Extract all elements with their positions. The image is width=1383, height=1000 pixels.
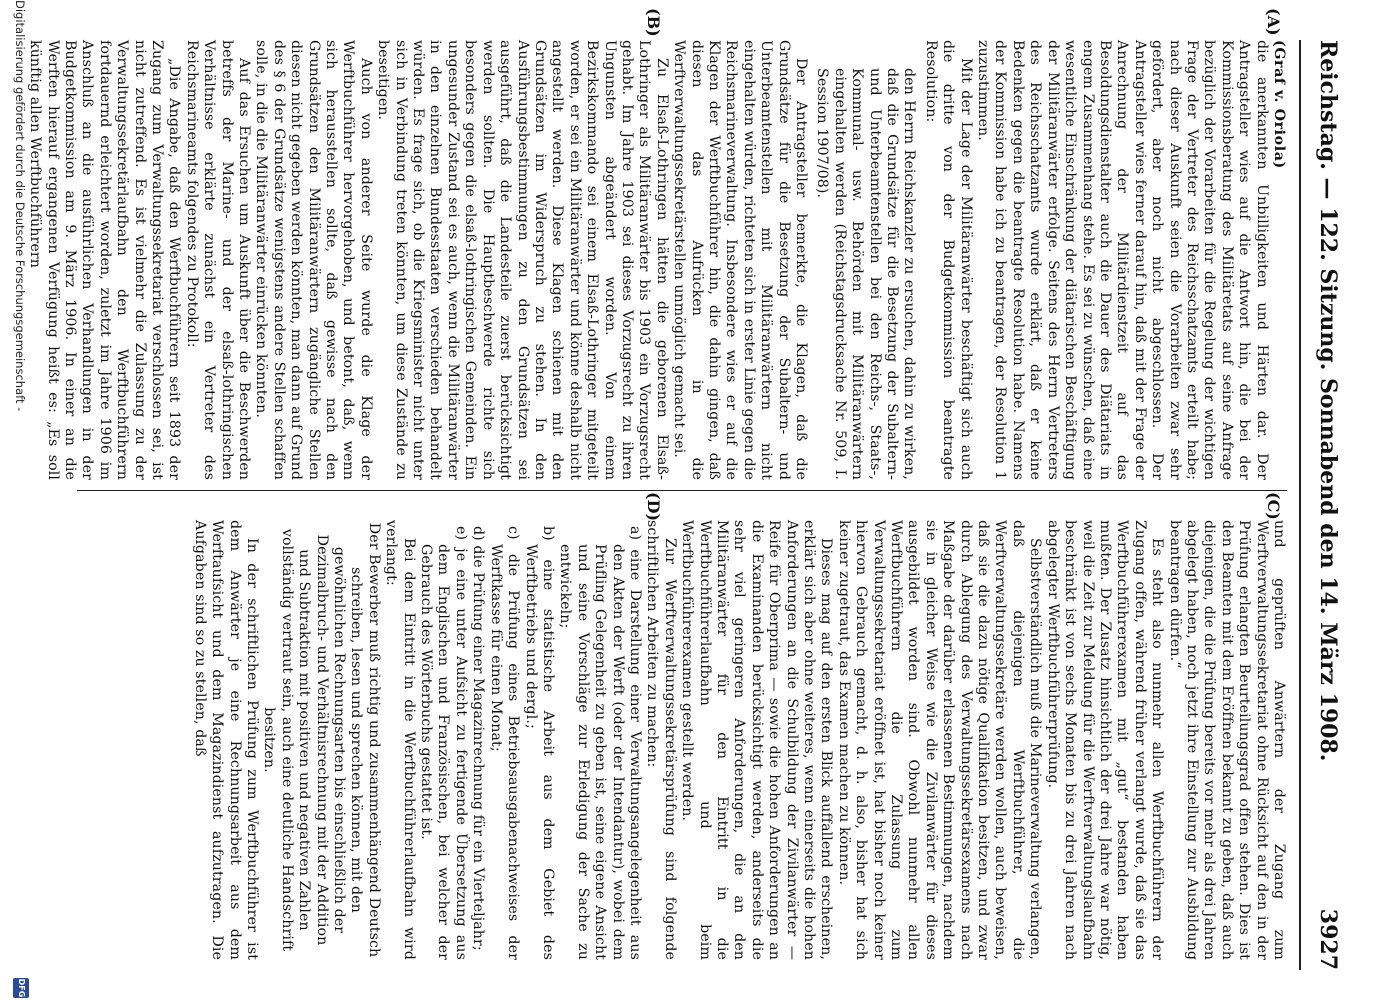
paragraph: Zur Werftverwaltungssekretärsprüfung sind folgende schriftlichen Arbeiten zu machen: [644, 520, 678, 960]
page-header [1307, 40, 1347, 970]
margin-marker-d: (D) [644, 492, 663, 522]
paragraph: Selbstverständlich muß die Marineverwaltung verlangen, daß diejenigen Werftbuchführer, die Werftverwaltungssekretäre werden wollen, auch beweisen, daß sie die dazu nötige Qualifikation besitzen, und zwar durch Ablegung des Verwaltungssekretärsexamens nach Maßgabe der darüber erlassenen Bestimmungen, nachdem sie in gleicher Weise wie die Zivilanwärter für dieses ausgebildet worden sind. Obwohl nunmehr allen Werftbuchführern die Zulassung zum Verwaltungssekretariat eröffnet ist, hat bisher noch keiner hiervon Gebrauch gemacht, d. h. also, bisher hat sich keiner zugetraut, das Examen machen zu können. [835, 520, 1044, 960]
paragraph: Zu Elsaß-Lothringen hätten die geborenen Elsaß-Lothringer als Militäranwärter bis 1903 ein Vorzugsrecht gehabt. Im Jahre 1903 sei dieses Vorzugsrecht zu ihren Ungunsten abgeändert worden. Von einem Bezirkskommando sei einem Elsaß-Lothringer mitgeteilt worden, er sei ein Militäranwärter und könne deshalb nicht angestellt werden. Diese Klagen schienen mit den Grundsätzen im Widerspruch zu stehen. In den Ausführungsbestimmungen zu den Grundsätzen sei ausgeführt, daß die Landesteile zuerst berücksichtigt werden sollten. Die Hauptbeschwerde richte sich besonders gegen die elsaß-lothringischen Gemeinden. Ein ungesunder Zustand sei es auch, wenn die Militäranwärter in den einzelnen Bundesstaaten verschieden behandelt würden. Es frage sich, ob die Kriegsminister nicht unter sich in Verbindung treten könnten, um diese Zustände zu beseitigen. [375, 40, 670, 480]
speaker-name: (Graf v. Oriola) [1271, 40, 1287, 169]
page-header-title: Reichstag. — 122. Sitzung. Sonnabend den 14. März 1908. [1315, 40, 1341, 762]
header-rule [1299, 40, 1301, 970]
margin-marker-a: (A) [1264, 8, 1283, 36]
margin-marker-b: (B) [644, 8, 663, 37]
list-item: b) eine statistische Arbeit aus dem Gebiet des Werftbetriebs und dergl.; [522, 526, 556, 960]
paragraph: Der Bewerber muß richtig und zusammenhängend Deutsch schreiben, lesen und sprechen können, mit den gewöhnlichen Rechnungsarten bis einschließlich der Dezimalbruch- und Verhältnisrechnung mit der Addition und Subtraktion mit positiven und negativen Zahlen vollständig vertraut sein, auch eine deutliche Handschrift besitzen. [261, 522, 382, 958]
paragraph: Mit der Lage der Militäranwärter beschäftigt sich auch die dritte von der Budgetkommission beantragte Resolution: [922, 40, 974, 480]
footer [7, 0, 31, 1000]
paragraph: und geprüften Anwärtern der Zugang zum Werftverwaltungssekretariat ohne Rücksicht auf den in der Prüfung erlangten Beurteilungsgrad offen stehen. Dies ist den Beamten mit dem Eröffnen bekannt zu geben, daß auch diejenigen, die die Prüfung bereits vor mehr als drei Jahren abgelegt haben, noch jetzt ihre Einstellung zur Ausbildung beantragen dürfen.“ [1166, 520, 1287, 960]
list-item: c) die Prüfung eines Betriebsausgabenachweises der Werftkasse für einen Monat; [487, 526, 522, 960]
footer-credit: Digitalisierung gefördert durch die Deutsche Forschungsgemeinschaft - [13, 0, 27, 412]
paragraph: In der schriftlichen Prüfung zum Werftbuchführer ist dem Anwärter je eine Rechnungsarbeit aus dem Werftaufsicht und dem Magazindienst aufzutragen. Die Aufgaben sind so zu stellen, daß [191, 520, 261, 960]
list-item: d) die Prüfung einer Magazinrechnung für ein Vierteljahr; [470, 526, 487, 951]
paragraph: Dieses mag auf den ersten Blick auffallend erscheinen, erklärt sich aber ohne weiteres, wenn einerseits die hohen Anforderungen an die Schulbildung der Zivilanwärter — Reife für Oberprima — sowie die hohen Anforderungen an die Examinanden berücksichtigt werden, anderseits die sehr viel geringeren Anforderungen, die an den Militäranwärter für den Eintritt in die Werftbuchführerlaufbahn und beim Werftbuchführerexamen gestellt werden. [679, 520, 835, 960]
column-divider [77, 490, 1287, 491]
paragraph: Auch von anderer Seite wurde die Klage der Werftbuchführer hervorgehoben, und betont, daß, wenn sich herausstellen sollte, daß gewisse nach den Grundsätzen den Militäranwärtern zugängliche Stellen diesen nicht gegeben werden könnten, man dann auf Grund des § 6 der Grundsätze wenigstens andere Stellen schaffen solle, in die die Militäranwärter einrücken könnten. [253, 40, 374, 480]
paragraph: Bei dem Eintritt in die Werftbuchführerlaufbahn wird verlangt: [383, 520, 417, 960]
margin-marker-c: (C) [1264, 492, 1283, 520]
paragraph: „Die Angabe, daß den Werftbuchführern seit 1893 der Zugang zum Verwaltungssekretariat verschlossen sei, ist nicht zutreffend. Es ist vielmehr die Zulassung zu der Verwaltungssekretärlaufbahn den Werftbuchführern fortdauernd erleichtert worden, zuletzt im Jahre 1906 im Anschluß an die ausführlichen Verhandlungen in der Budgetkommission am 9. März 1906. In einer an die Werften hierauf ergangenen Verfügung heißt es: „Es soll künftig allen Werftbuchführern [27, 40, 183, 480]
dfg-logo: DFG [13, 978, 29, 998]
paragraph: die anerkannten Unbilligkeiten und Härten dar. Der Antragsteller wies auf die Antwort hin, die bei der Kommissionsberatung des Militäretats auf seine Anfrage bezüglich der Vorarbeiten für die Regelung der wichtigen Frage der Vertreter des Reichsschatzamts erteilt habe; nach dieser Auskunft seien die Vorarbeiten zwar sehr gefördert, aber noch nicht abgeschlossen. Der Antragsteller wies ferner darauf hin, daß mit der Frage der Anrechnung der Militärdienstzeit auf das Besoldungsdienstalter auch die Dauer des Diätariats in engem Zusammenhang stehe. Es sei zu wünschen, daß eine wesentliche Einschränkung der diätarischen Beschäftigung der Militäranwärter erfolge. Seitens des Herrn Vertreters des Reichsschatzamts wurde erklärt, daß er keine Bedenken gegen die beantragte Resolution habe. Namens der Kommission habe ich zu beantragen, der Resolution 1 zuzustimmen. [975, 40, 1270, 480]
list-item: e) je eine unter Aufsicht zu fertigende Übersetzung aus dem Englischen und Französischen, bei welcher der Gebrauch des Wörterbuchs gestattet ist. [418, 526, 469, 960]
page-number: 3927 [1315, 908, 1341, 970]
paragraph: Auf das Ersuchen um Auskunft über die Beschwerden betreffs der Marine- und der elsaß-lothringischen Verhältnisse erklärte zunächst ein Vertreter des Reichsmarineamts folgendes zu Protokoll: [183, 40, 253, 480]
right-column [77, 520, 1287, 960]
list-item: a) eine Darstellung einer Verwaltungsangelegenheit aus den Akten der Werft (oder der Intendantur), wobei dem Prüfling Gelegenheit zu geben ist, seine eigene Ansicht und seine Vorschläge zur Erledigung der Sache zu entwickeln; [557, 526, 643, 960]
resolution-quote: den Herrn Reichskanzler zu ersuchen, dahin zu wirken, daß die Grundsätze für die Besetzung der Subaltern- und Unterbeamtenstellen bei den Reichs-, Staats-, Kommunal- usw. Behörden mit Militäranwärtern eingehalten werden (Reichstagsdrucksache Nr. 509, I. Session 1907/08). [814, 68, 918, 480]
paragraph: Es steht also nunmehr allen Werftbuchführern der Zugang offen, während früher verlangt wurde, daß sie das Werftbuchführerexamen mit „gut“ bestanden haben mußten. Der Zusatz hinsichtlich der drei Jahre war nötig, weil die Zeit zur Meldung für die Werftverwaltungslaufbahn beschränkt ist von sechs Monaten bis zu drei Jahren nach abgelegter Werftbuchführerprüfung. [1044, 520, 1166, 960]
paragraph: Der Antragsteller bemerkte, die Klagen, daß die Grundsätze für die Besetzung der Subaltern- und Unterbeamtenstellen mit Militäranwärtern nicht eingehalten würden, richteten sich in erster Linie gegen die Reichsmarineverwaltung. Insbesondere wies er auf die Klagen der Werftbuchführer hin, die dahin gingen, daß diesen das Aufrücken in die Werftverwaltungssekretärstellen unmöglich gemacht sei. [671, 40, 810, 480]
left-column [27, 40, 1287, 480]
